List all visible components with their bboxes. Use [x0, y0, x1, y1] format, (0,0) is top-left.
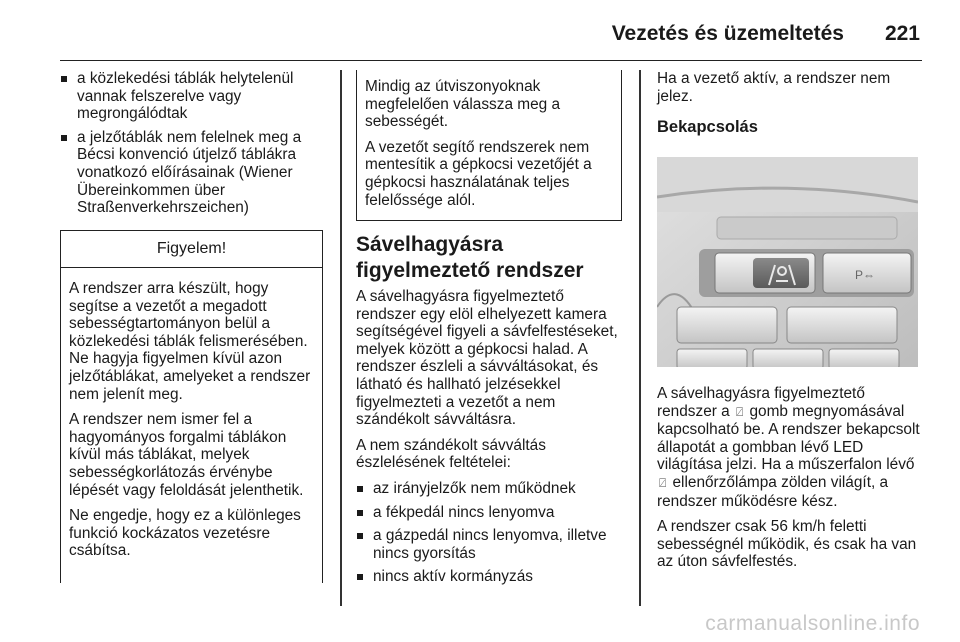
column-divider-2 — [639, 70, 641, 606]
photo-button-label: P⇔ — [854, 268, 876, 282]
subheading-activation: Bekapcsolás — [657, 118, 758, 137]
warning-paragraph: A rendszer arra készült, hogy segítse a vezetőt a megadott sebességtartományon belül a közlekedési táblák felismerésében. Ne hagyja figyelmen kívül azon jelzőtáblákat, amelyeket a rendszer nem jelenít meg. — [69, 280, 311, 403]
warning-paragraph: Mindig az útviszonyoknak megfelelően válassza meg a sebességét. — [365, 78, 561, 131]
page-number: 221 — [884, 22, 920, 45]
list-item: a gázpedál nincs lenyomva, illetve nincs gyorsítás — [356, 527, 622, 562]
list-item: az irányjelzők nem működnek — [356, 480, 622, 498]
section-heading: Sávelhagyásra figyelmeztető rendszer — [356, 233, 584, 282]
activation-text — [657, 385, 922, 579]
warning-box-continued-body — [357, 70, 621, 209]
list-item: nincs aktív kormányzás — [356, 568, 622, 586]
list-item: a közlekedési táblák helytelenül vannak felszerelve vagy megrongálódtak — [60, 70, 324, 123]
list-item: a jelzőtáblák nem felelnek meg a Bécsi konvenció útjelző táblákra vonatkozó előírásainak (Wiener Übereinkommen über Straßenverkehrszeichen) — [60, 129, 324, 217]
lane-keep-icon: ⍁ — [736, 404, 744, 419]
warning-paragraph: A rendszer nem ismer fel a hagyományos forgalmi táblákon kívül más táblákat, melyek sebességkorlátozás érvénybe lépését vagy feloldását jelenthetik. — [69, 411, 304, 499]
lane-departure-section — [356, 232, 622, 592]
warning-paragraph: A vezetőt segítő rendszerek nem mentesítik a gépkocsi vezetőjét a gépkocsi használatának teljes felelőssége alól. — [365, 138, 592, 209]
sign-limitations-list — [60, 70, 324, 217]
warning-paragraph: Ne engedje, hogy ez a különleges funkció kockázatos vezetésre csábítsa. — [69, 507, 301, 560]
page-header — [60, 20, 922, 61]
list-item: a fékpedál nincs lenyomva — [356, 504, 622, 522]
watermark: carmanualsonline.info — [705, 612, 920, 635]
speed-condition-paragraph: A rendszer csak 56 km/h feletti sebességnél működik, és csak ha van az úton sávfelfestés. — [657, 518, 917, 571]
warning-title: Figyelem! — [61, 231, 322, 268]
driver-active-text: Ha a vezető aktív, a rendszer nem jelez. — [657, 70, 891, 105]
conditions-lead: A nem szándékolt sávváltás észlelésének feltételei: — [356, 436, 546, 472]
warning-body — [61, 268, 322, 560]
warning-box — [60, 230, 323, 583]
conditions-list — [356, 480, 622, 586]
activation-paragraph: A sávelhagyásra figyelmeztető rendszer a ⍁ gomb megnyomásával kapcsolható be. A rendszer bekapcsolt állapotát a gombban lévő LED világítása jelzi. Ha a műszerfalon lévő ⍁ ellenőrzőlámpa zölden világít, a rendszer működésre kész. — [657, 385, 920, 510]
lane-keep-indicator-icon: ⍁ — [659, 475, 667, 490]
column-1 — [60, 70, 324, 223]
column-divider-1 — [340, 70, 342, 606]
page-title: Vezetés és üzemeltetés — [611, 22, 844, 45]
column-3 — [657, 70, 922, 149]
warning-box-continued — [356, 70, 622, 221]
dashboard-button-photo — [657, 157, 918, 367]
section-intro: A sávelhagyásra figyelmeztető rendszer egy elöl elhelyezett kamera segítségével figyeli a sávfelfestéseket, melyek között a gépkocsi halad. A rendszer észleli a sávváltásokat, és látható és hallható jelzésekkel figyelmezteti a vezetőt a nem szándékolt sávváltásra. — [356, 288, 618, 429]
